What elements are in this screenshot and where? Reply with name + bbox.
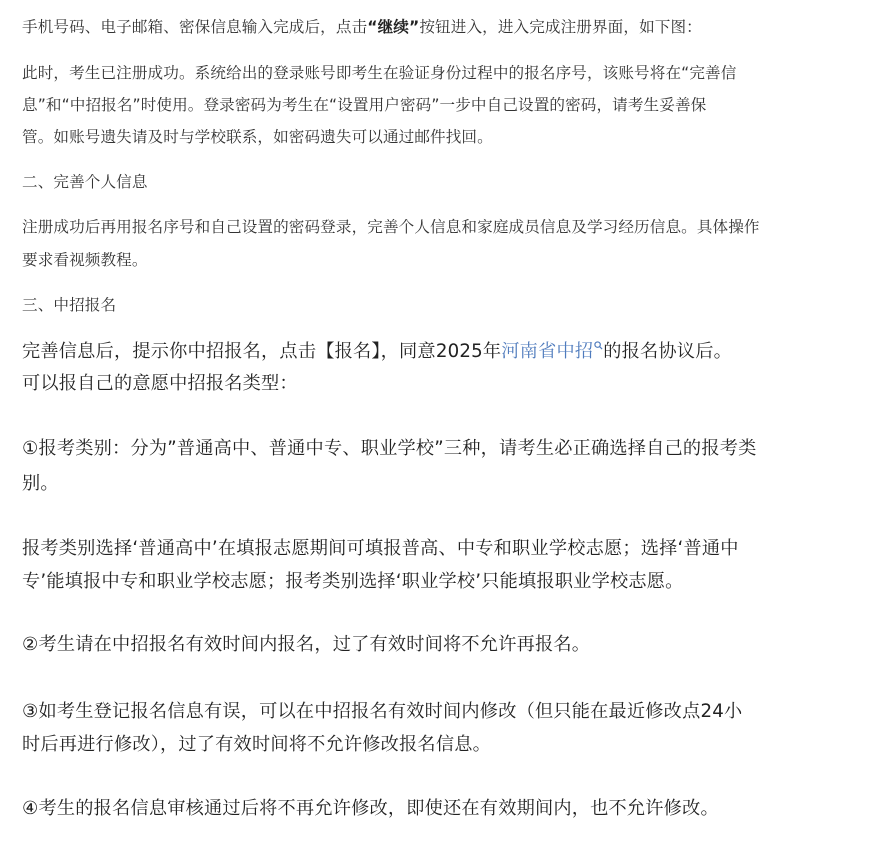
paragraph-continue-step [22, 11, 702, 43]
item-modify-info-line2: 时后再进行修改），过了有效时间将不允许修改报名信息。 [22, 734, 491, 755]
intro-text-after: 的报名协议后。 [603, 341, 732, 362]
paragraph-complete-info-line1: 注册成功后再用报名序号和自己设置的密码登录，完善个人信息和家庭成员信息及学习经历信息。具体操作 [22, 218, 760, 236]
search-link-label: 河南省中招 [501, 341, 594, 362]
continue-button-mention: “继续” [367, 18, 420, 36]
para1-text-before: 手机号码、电子邮箱、密保信息输入完成后，点击 [22, 18, 368, 36]
paragraph-registration-intro-line2: 可以报自己的意愿中招报名类型： [22, 373, 298, 394]
paragraph-complete-info-line2: 要求看视频教程。 [22, 251, 148, 269]
item-modify-info-line1: ③如考生登记报名信息有误，可以在中招报名有效时间内修改（但只能在最近修改点24小 [22, 701, 743, 722]
item-approved-no-modify: ④考生的报名信息审核通过后将不再允许修改，即使还在有效期间内，也不允许修改。 [22, 798, 719, 819]
item-valid-time: ②考生请在中招报名有效时间内报名，过了有效时间将不允许再报名。 [22, 634, 591, 655]
intro-text-before: 完善信息后，提示你中招报名，点击【报名】，同意2025年 [22, 341, 502, 362]
paragraph-registration-success-line3: 管。如账号遗失请及时与学校联系，如密码遗失可以通过邮件找回。 [22, 128, 493, 146]
paragraph-category-rules-line1: 报考类别选择‘普通高中’在填报志愿期间可填报普高、中专和职业学校志愿；选择‘普通中 [22, 538, 739, 559]
item-exam-category-line2: 别。 [22, 473, 59, 494]
section-heading-complete-info: 二、完善个人信息 [22, 173, 148, 191]
paragraph-registration-success-line1: 此时，考生已注册成功。系统给出的登录账号即考生在验证身份过程中的报名序号，该账号将在“完善信 [22, 64, 737, 82]
search-icon [594, 341, 603, 350]
paragraph-registration-success-line2: 息”和“中招报名”时使用。登录密码为考生在“设置用户密码”一步中自己设置的密码，请考生妥善保 [22, 96, 707, 114]
paragraph-category-rules-line2: 专’能填报中专和职业学校志愿；报考类别选择‘职业学校’只能填报职业学校志愿。 [22, 571, 684, 592]
item-exam-category-line1: ①报考类别：分为”普通高中、普通中专、职业学校”三种，请考生必正确选择自己的报考类 [22, 438, 757, 459]
para1-text-after: 按钮进入，进入完成注册界面，如下图： [419, 18, 702, 36]
section-heading-registration: 三、中招报名 [22, 296, 117, 314]
henan-exam-search-link[interactable] [501, 341, 603, 362]
